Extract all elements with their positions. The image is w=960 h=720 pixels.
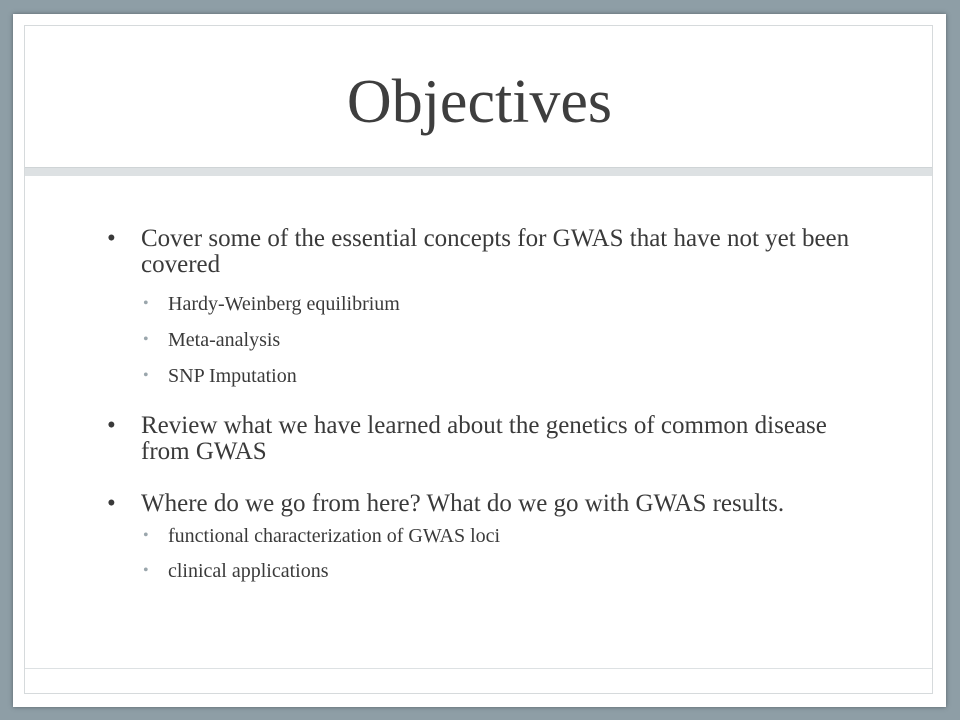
- sub-bullet-dot: •: [143, 295, 149, 312]
- bullet-item: [103, 226, 863, 278]
- sub-bullet-dot: •: [143, 527, 149, 544]
- slide-body: [103, 226, 863, 582]
- slide-title: Objectives: [346, 68, 613, 136]
- sub-bullet-item: [103, 293, 863, 315]
- bullet-text: Cover some of the essential concepts for GWAS that have not yet been covered: [141, 225, 850, 278]
- sub-bullet-text: Meta-analysis: [168, 329, 281, 351]
- bullet-item: [103, 413, 863, 465]
- footer-divider: [25, 668, 932, 669]
- bullet-text: Where do we go from here? What do we go with GWAS results.: [141, 490, 785, 517]
- sub-bullet-dot: •: [143, 367, 149, 384]
- sub-bullet-text: Hardy-Weinberg equilibrium: [168, 293, 400, 315]
- sub-bullet-text: clinical applications: [168, 560, 329, 582]
- bullet-dot: •: [107, 490, 116, 517]
- bullet-text: Review what we have learned about the genetics of common disease from GWAS: [141, 412, 827, 465]
- bullet-dot: •: [107, 225, 116, 252]
- sub-bullet-item: [103, 329, 863, 351]
- sub-bullet-dot: •: [143, 331, 149, 348]
- sub-bullet-dot: •: [143, 562, 149, 579]
- sub-bullet-item: [103, 365, 863, 387]
- title-divider: [25, 167, 932, 176]
- sub-bullet-item: [103, 560, 863, 582]
- sub-bullet-text: functional characterization of GWAS loci: [168, 525, 501, 547]
- bullet-dot: •: [107, 412, 116, 439]
- bullet-item: [103, 491, 863, 517]
- sub-bullet-text: SNP Imputation: [168, 365, 297, 387]
- slide: [13, 14, 946, 707]
- sub-bullet-item: [103, 525, 863, 547]
